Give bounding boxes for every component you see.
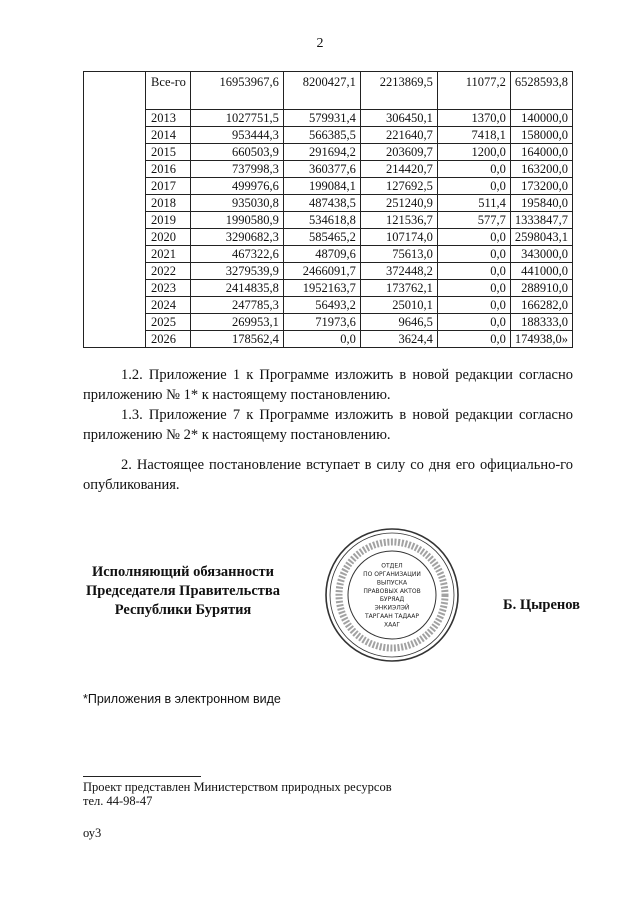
year-cell: 2016 [146,161,191,178]
paragraph-1-3-text: 1.3. Приложение 7 к Программе изложить в новой редакции согласно приложению № 2* к настоящему постановлению. [83,407,573,443]
value-cell: 441000,0 [510,263,572,280]
value-cell: 566385,5 [283,127,360,144]
value-cell: 0,0 [437,161,510,178]
value-cell: 660503,9 [191,144,284,161]
table-row [84,331,573,348]
value-cell: 534618,8 [283,212,360,229]
table-row [84,178,573,195]
signatory-name: Б. Цыренов [502,597,580,613]
value-cell: 75613,0 [360,246,437,263]
table-row [84,246,573,263]
value-cell: 11077,2 [437,72,510,110]
table-label-cell [84,72,146,348]
value-cell: 174938,0» [510,331,572,348]
year-cell: 2018 [146,195,191,212]
value-cell: 2213869,5 [360,72,437,110]
value-cell: 178562,4 [191,331,284,348]
value-cell: 2466091,7 [283,263,360,280]
project-phone: тел. 44-98-47 [83,794,153,808]
project-info [83,780,392,808]
seal-text-line: ТАРГААН ТАДААР [365,613,419,620]
budget-table [83,71,573,348]
year-cell: 2022 [146,263,191,280]
value-cell: 107174,0 [360,229,437,246]
footer-rule [83,776,201,777]
value-cell: 3624,4 [360,331,437,348]
value-cell: 25010,1 [360,297,437,314]
year-cell: 2024 [146,297,191,314]
value-cell: 127692,5 [360,178,437,195]
value-cell: 1027751,5 [191,110,284,127]
value-cell: 7418,1 [437,127,510,144]
signatory-title [83,563,283,620]
table-row [84,280,573,297]
value-cell: 3279539,9 [191,263,284,280]
seal-text-line: ВЫПУСКА [376,579,408,587]
signatory-title-line-1: Исполняющий обязанности [91,564,275,580]
signatory-title-line-3: Республики Бурятия [114,602,252,618]
value-cell: 953444,3 [191,127,284,144]
year-cell: 2014 [146,127,191,144]
table-row [84,161,573,178]
footnote: *Приложения в электронном виде [83,692,281,706]
paragraph-1-2 [83,365,573,405]
table-row [84,263,573,280]
table-row [84,195,573,212]
value-cell: 579931,4 [283,110,360,127]
year-cell: 2026 [146,331,191,348]
year-cell: 2017 [146,178,191,195]
value-cell: 343000,0 [510,246,572,263]
value-cell: 71973,6 [283,314,360,331]
value-cell: 195840,0 [510,195,572,212]
seal-text-line: ПРАВОВЫХ АКТОВ [363,587,421,595]
table-row [84,127,573,144]
value-cell: 164000,0 [510,144,572,161]
paragraph-2 [83,455,573,495]
year-cell: Все-го [146,72,191,110]
official-seal [322,525,462,665]
value-cell: 1952163,7 [283,280,360,297]
value-cell: 163200,0 [510,161,572,178]
value-cell: 188333,0 [510,314,572,331]
value-cell: 1370,0 [437,110,510,127]
value-cell: 48709,6 [283,246,360,263]
year-cell: 2019 [146,212,191,229]
value-cell: 166282,0 [510,297,572,314]
seal-text-line: ПО ОРГАНИЗАЦИИ [363,571,421,578]
table-row [84,144,573,161]
value-cell: 3290682,3 [191,229,284,246]
value-cell: 1333847,7 [510,212,572,229]
value-cell: 0,0 [437,178,510,195]
value-cell: 2598043,1 [510,229,572,246]
value-cell: 585465,2 [283,229,360,246]
value-cell: 16953967,6 [191,72,284,110]
value-cell: 1200,0 [437,144,510,161]
year-cell: 2020 [146,229,191,246]
seal-text-line: БУРЯАД [379,596,405,604]
table-row [84,297,573,314]
value-cell: 0,0 [437,246,510,263]
value-cell: 203609,7 [360,144,437,161]
project-line-1: Проект представлен Министерством природных ресурсов [83,780,392,794]
value-cell: 158000,0 [510,127,572,144]
value-cell: 251240,9 [360,195,437,212]
value-cell: 0,0 [283,331,360,348]
value-cell: 291694,2 [283,144,360,161]
table-row [84,72,573,110]
value-cell: 511,4 [437,195,510,212]
year-cell: 2015 [146,144,191,161]
value-cell: 6528593,8 [510,72,572,110]
value-cell: 214420,7 [360,161,437,178]
table-row [84,110,573,127]
year-cell: 2021 [146,246,191,263]
value-cell: 0,0 [437,314,510,331]
value-cell: 360377,6 [283,161,360,178]
value-cell: 577,7 [437,212,510,229]
page-number: 2 [316,36,324,51]
value-cell: 306450,1 [360,110,437,127]
table-row [84,314,573,331]
value-cell: 288910,0 [510,280,572,297]
value-cell: 499976,6 [191,178,284,195]
value-cell: 0,0 [437,331,510,348]
value-cell: 269953,1 [191,314,284,331]
paragraph-1-2-text: 1.2. Приложение 1 к Программе изложить в новой редакции согласно приложению № 1* к настоящему постановлению. [83,367,573,403]
table-row [84,229,573,246]
seal-text-line: ХААГ [384,621,400,629]
value-cell: 56493,2 [283,297,360,314]
value-cell: 0,0 [437,297,510,314]
table-row [84,212,573,229]
value-cell: 487438,5 [283,195,360,212]
value-cell: 0,0 [437,280,510,297]
value-cell: 173200,0 [510,178,572,195]
paragraph-1-3 [83,405,573,445]
seal-text-line: ЭНКИЭЛЭЙ [374,604,410,612]
value-cell: 140000,0 [510,110,572,127]
value-cell: 467322,6 [191,246,284,263]
value-cell: 0,0 [437,229,510,246]
year-cell: 2025 [146,314,191,331]
document-code: оу3 [83,826,102,840]
value-cell: 221640,7 [360,127,437,144]
value-cell: 737998,3 [191,161,284,178]
value-cell: 1990580,9 [191,212,284,229]
value-cell: 9646,5 [360,314,437,331]
value-cell: 199084,1 [283,178,360,195]
value-cell: 372448,2 [360,263,437,280]
value-cell: 121536,7 [360,212,437,229]
value-cell: 0,0 [437,263,510,280]
value-cell: 8200427,1 [283,72,360,110]
value-cell: 173762,1 [360,280,437,297]
paragraph-2-text: 2. Настоящее постановление вступает в силу со дня его официально-го опубликования. [83,457,573,493]
value-cell: 247785,3 [191,297,284,314]
year-cell: 2023 [146,280,191,297]
seal-text-line: ОТДЕЛ [381,562,403,570]
signatory-title-line-2: Председателя Правительства [86,583,280,599]
value-cell: 935030,8 [191,195,284,212]
year-cell: 2013 [146,110,191,127]
value-cell: 2414835,8 [191,280,284,297]
